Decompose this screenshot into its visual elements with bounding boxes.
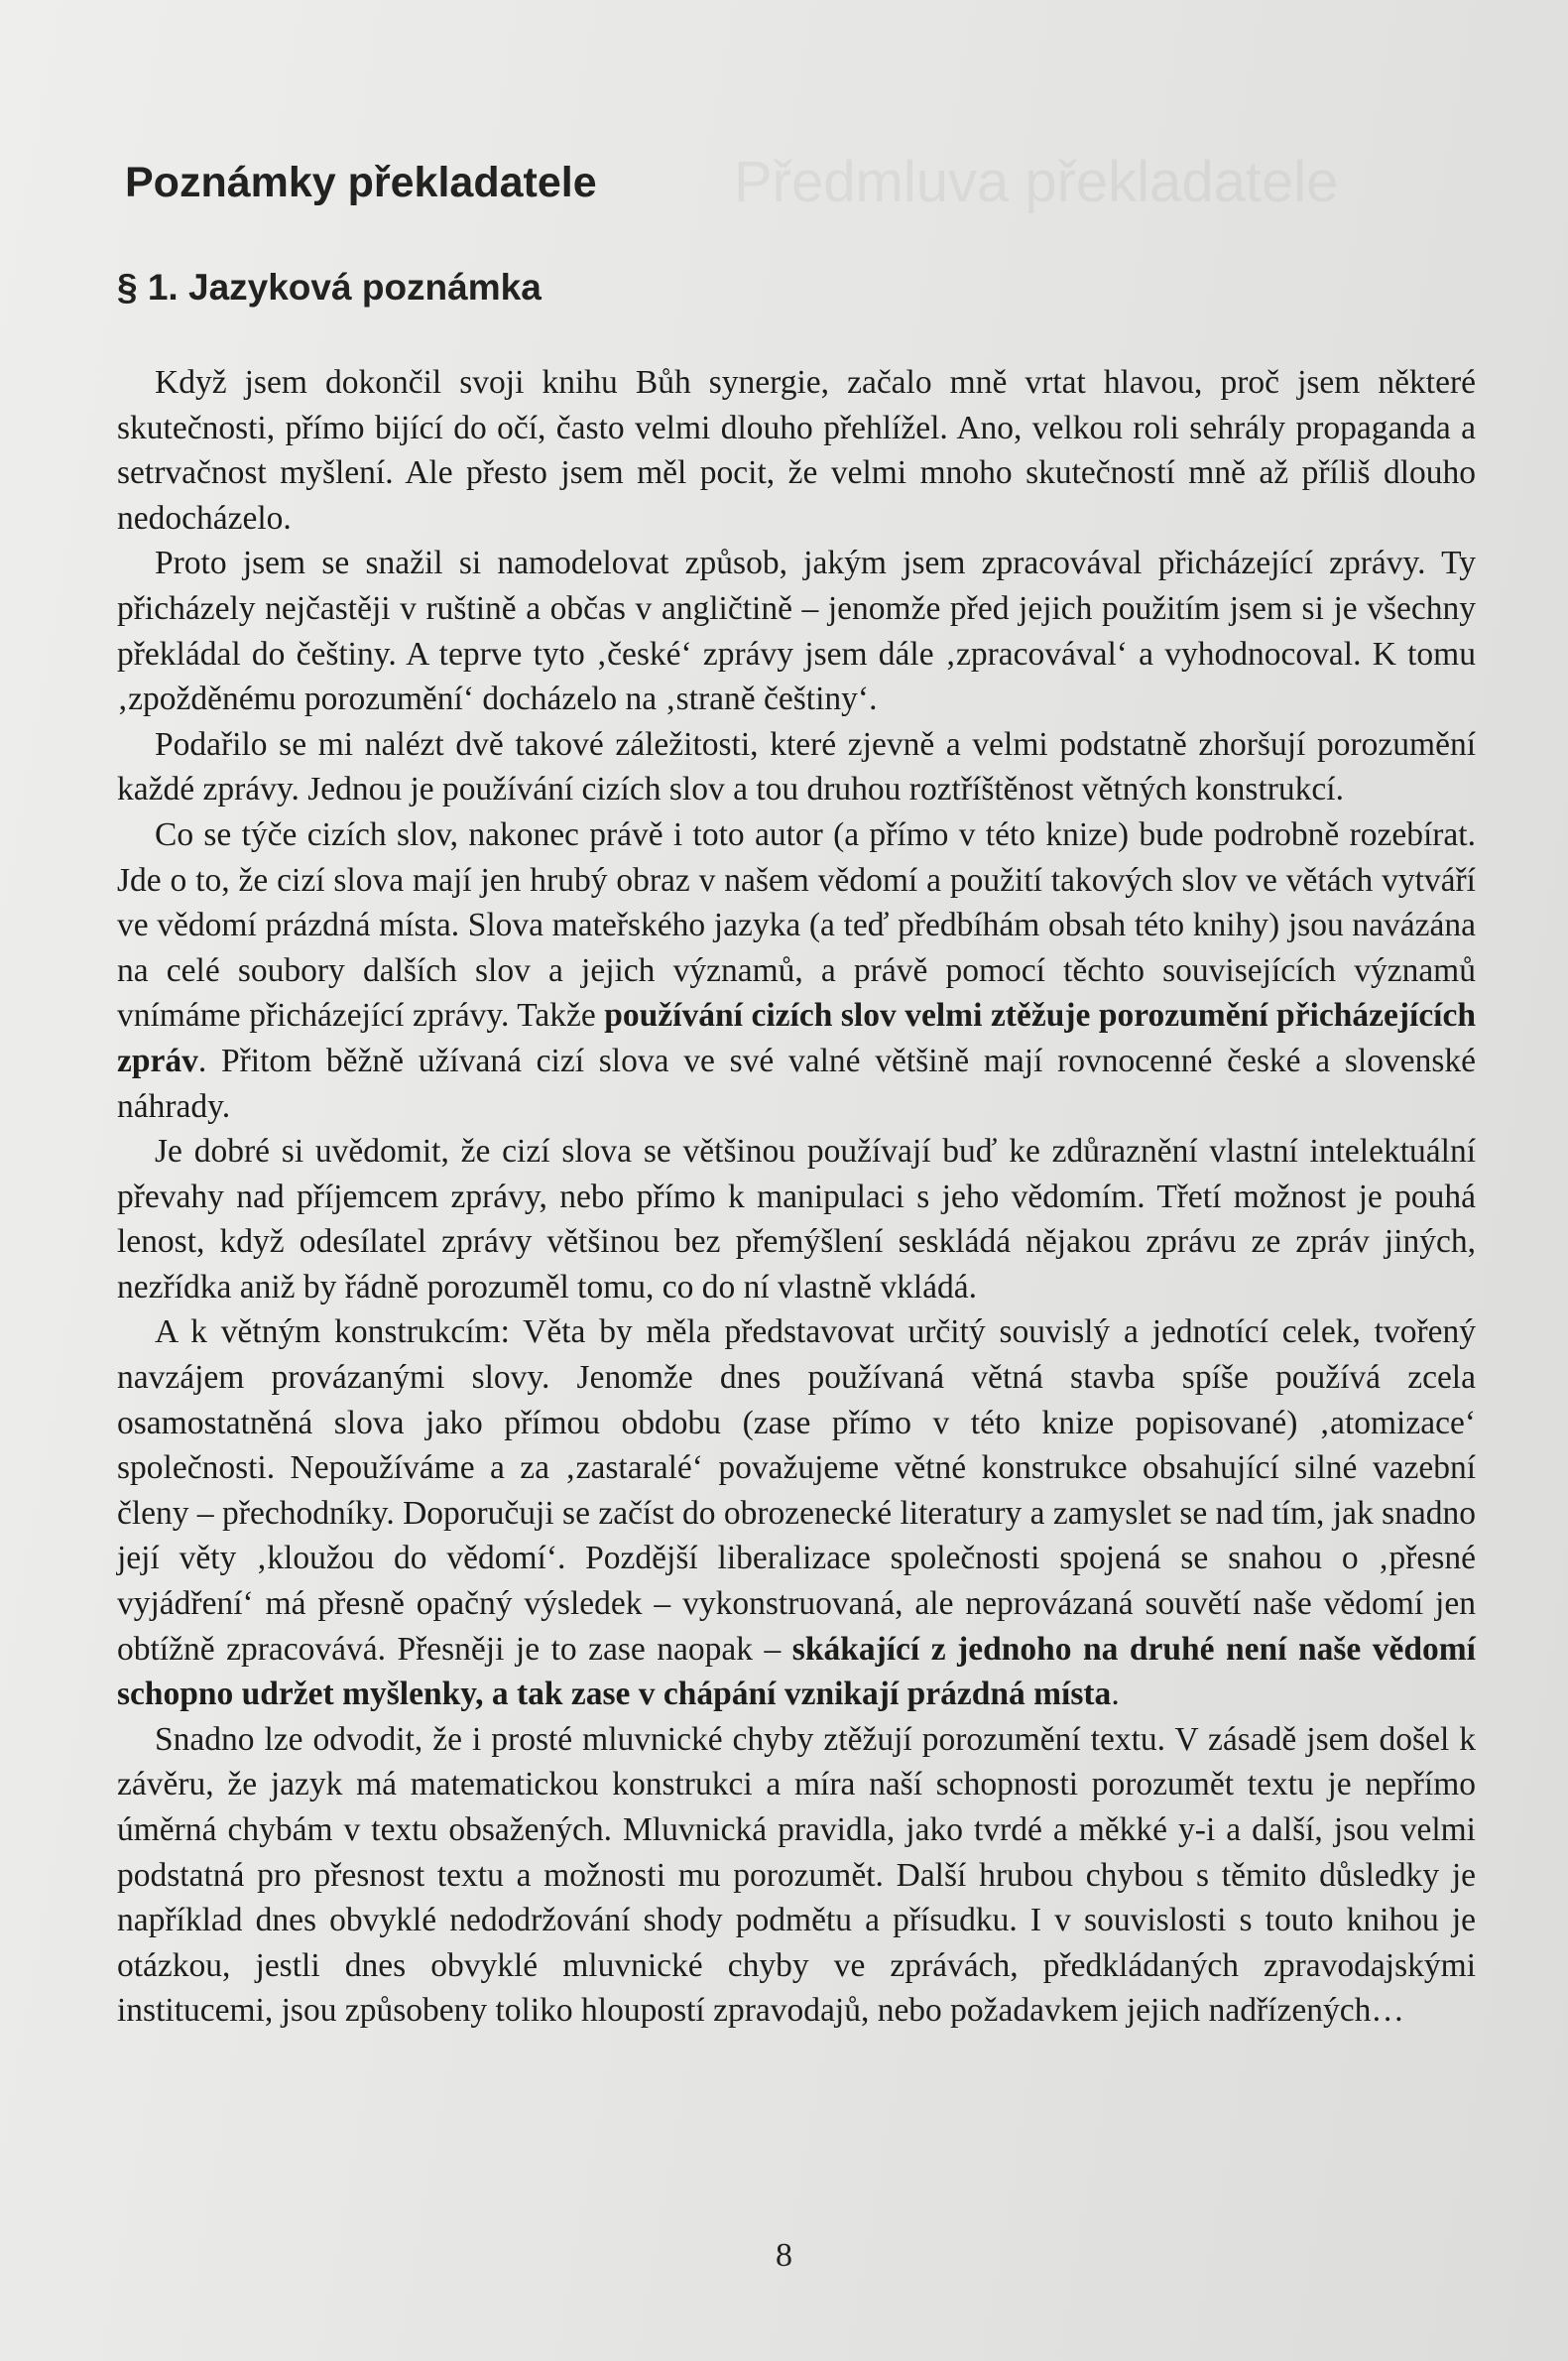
text-run: Proto jsem se snažil si namodelovat způsob, jakým jsem zpracovával přicházející zprávy. Ty přicházely nejčastěji v ruštině a občas v angličtině – jenomže před jejich použitím jsem si je všechny překládal do češtiny. A teprve tyto ‚české‘ zprávy jsem dále ‚zpracovával‘ a vyhodnocoval. K tomu ‚zpožděnému porozumění‘ docházelo na ‚straně češtiny‘. <box>117 545 1476 718</box>
emphasized-text: skákající z jednoho na druhé není naše vědomí schopno udržet myšlenky, a tak zase v chápání vznikají prázdná místa <box>117 1630 1476 1713</box>
body-text <box>117 360 1476 2034</box>
text-run: Podařilo se mi nalézt dvě takové záležitosti, které zjevně a velmi podstatně zhoršují porozumění každé zprávy. Jednou je používání cizích slov a tou druhou roztříštěnost větných konstrukcí. <box>117 725 1476 808</box>
text-run: . <box>1111 1676 1120 1713</box>
page-content <box>117 159 1476 2034</box>
paragraph <box>117 1717 1476 2034</box>
paragraph <box>117 722 1476 812</box>
text-run: Co se týče cizích slov, nakonec právě i toto autor (a přímo v této knize) bude podrobně rozebírat. Jde o to, že cizí slova mají jen hrubý obraz v našem vědomí a použití takových slov ve větách vytváří ve vědomí prázdná místa. Slova mateřského jazyka (a teď předbíhám obsah této knihy) jsou navázána na celé soubory dalších slov a jejich významů, a právě pomocí těchto souvisejících významů vnímáme přicházející zprávy. Takže <box>117 815 1476 1035</box>
text-run: Když jsem dokončil svoji knihu Bůh synergie, začalo mně vrtat hlavou, proč jsem některé skutečnosti, přímo bijící do očí, často velmi dlouho přehlížel. Ano, velkou roli sehrály propaganda a setrvačnost myšlení. Ale přesto jsem měl pocit, že velmi mnoho skutečností mně až příliš dlouho nedocházelo. <box>117 364 1476 537</box>
show-through-text: Předmluva překladatele <box>734 150 1339 214</box>
paragraph <box>117 812 1476 1129</box>
text-run: A k větným konstrukcím: Věta by měla představovat určitý souvislý a jednotící celek, tvořený navzájem provázanými slovy. Jenomže dnes používaná větná stavba spíše používá zcela osamostatněná slova jako přímou obdobu (zase přímo v této knize popisované) ‚atomizace‘ společnosti. Nepoužíváme a za ‚zastaralé‘ považujeme větné konstrukce obsahující silné vazební členy – přechodníky. Doporučuji se začíst do obrozenecké literatury a zamyslet se nad tím, jak snadno její věty ‚kloužou do vědomí‘. Pozdější liberalizace společnosti spojená se snahou o ‚přesné vyjádření‘ má přesně opačný výsledek – vykonstruovaná, ale neprovázaná souvětí naše vědomí jen obtížně zpracovává. Přesněji je to zase naopak – <box>117 1313 1476 1668</box>
text-run: Je dobré si uvědomit, že cizí slova se většinou používají buď ke zdůraznění vlastní intelektuální převahy nad příjemcem zprávy, nebo přímo k manipulaci s jeho vědomím. Třetí možnost je pouhá lenost, když odesílatel zprávy většinou bez přemýšlení seskládá nějakou zprávu ze zpráv jiných, nezřídka aniž by řádně porozuměl tomu, co do ní vlastně vkládá. <box>117 1133 1476 1305</box>
text-run: . Přitom běžně užívaná cizí slova ve své valné většině mají rovnocenné české a slovenské náhrady. <box>117 1042 1476 1125</box>
section-heading: § 1. Jazyková poznámka <box>117 267 542 308</box>
page-title: Poznámky překladatele <box>125 159 597 206</box>
paragraph <box>117 1129 1476 1309</box>
paragraph <box>117 360 1476 541</box>
paragraph <box>117 541 1476 721</box>
emphasized-text: používání cizích slov velmi ztěžuje porozumění přicházejících zpráv <box>117 997 1476 1079</box>
page-number: 8 <box>776 2237 792 2274</box>
text-run: Snadno lze odvodit, že i prosté mluvnické chyby ztěžují porozumění textu. V zásadě jsem došel k závěru, že jazyk má matematickou konstrukci a míra naší schopnosti porozumět textu je nepřímo úměrná chybám v textu obsažených. Mluvnická pravidla, jako tvrdé a měkké y-i a další, jsou velmi podstatná pro přesnost textu a možnosti mu porozumět. Další hrubou chybou s těmito důsledky je například dnes obvyklé nedodržování shody podmětu a přísudku. I v souvislosti s touto knihou je otázkou, jestli dnes obvyklé mluvnické chyby ve zprávách, předkládaných zpravodajskými institucemi, jsou způsobeny toliko hloupostí zpravodajů, nebo požadavkem jejich nadřízených… <box>117 1720 1476 2030</box>
paragraph <box>117 1309 1476 1716</box>
